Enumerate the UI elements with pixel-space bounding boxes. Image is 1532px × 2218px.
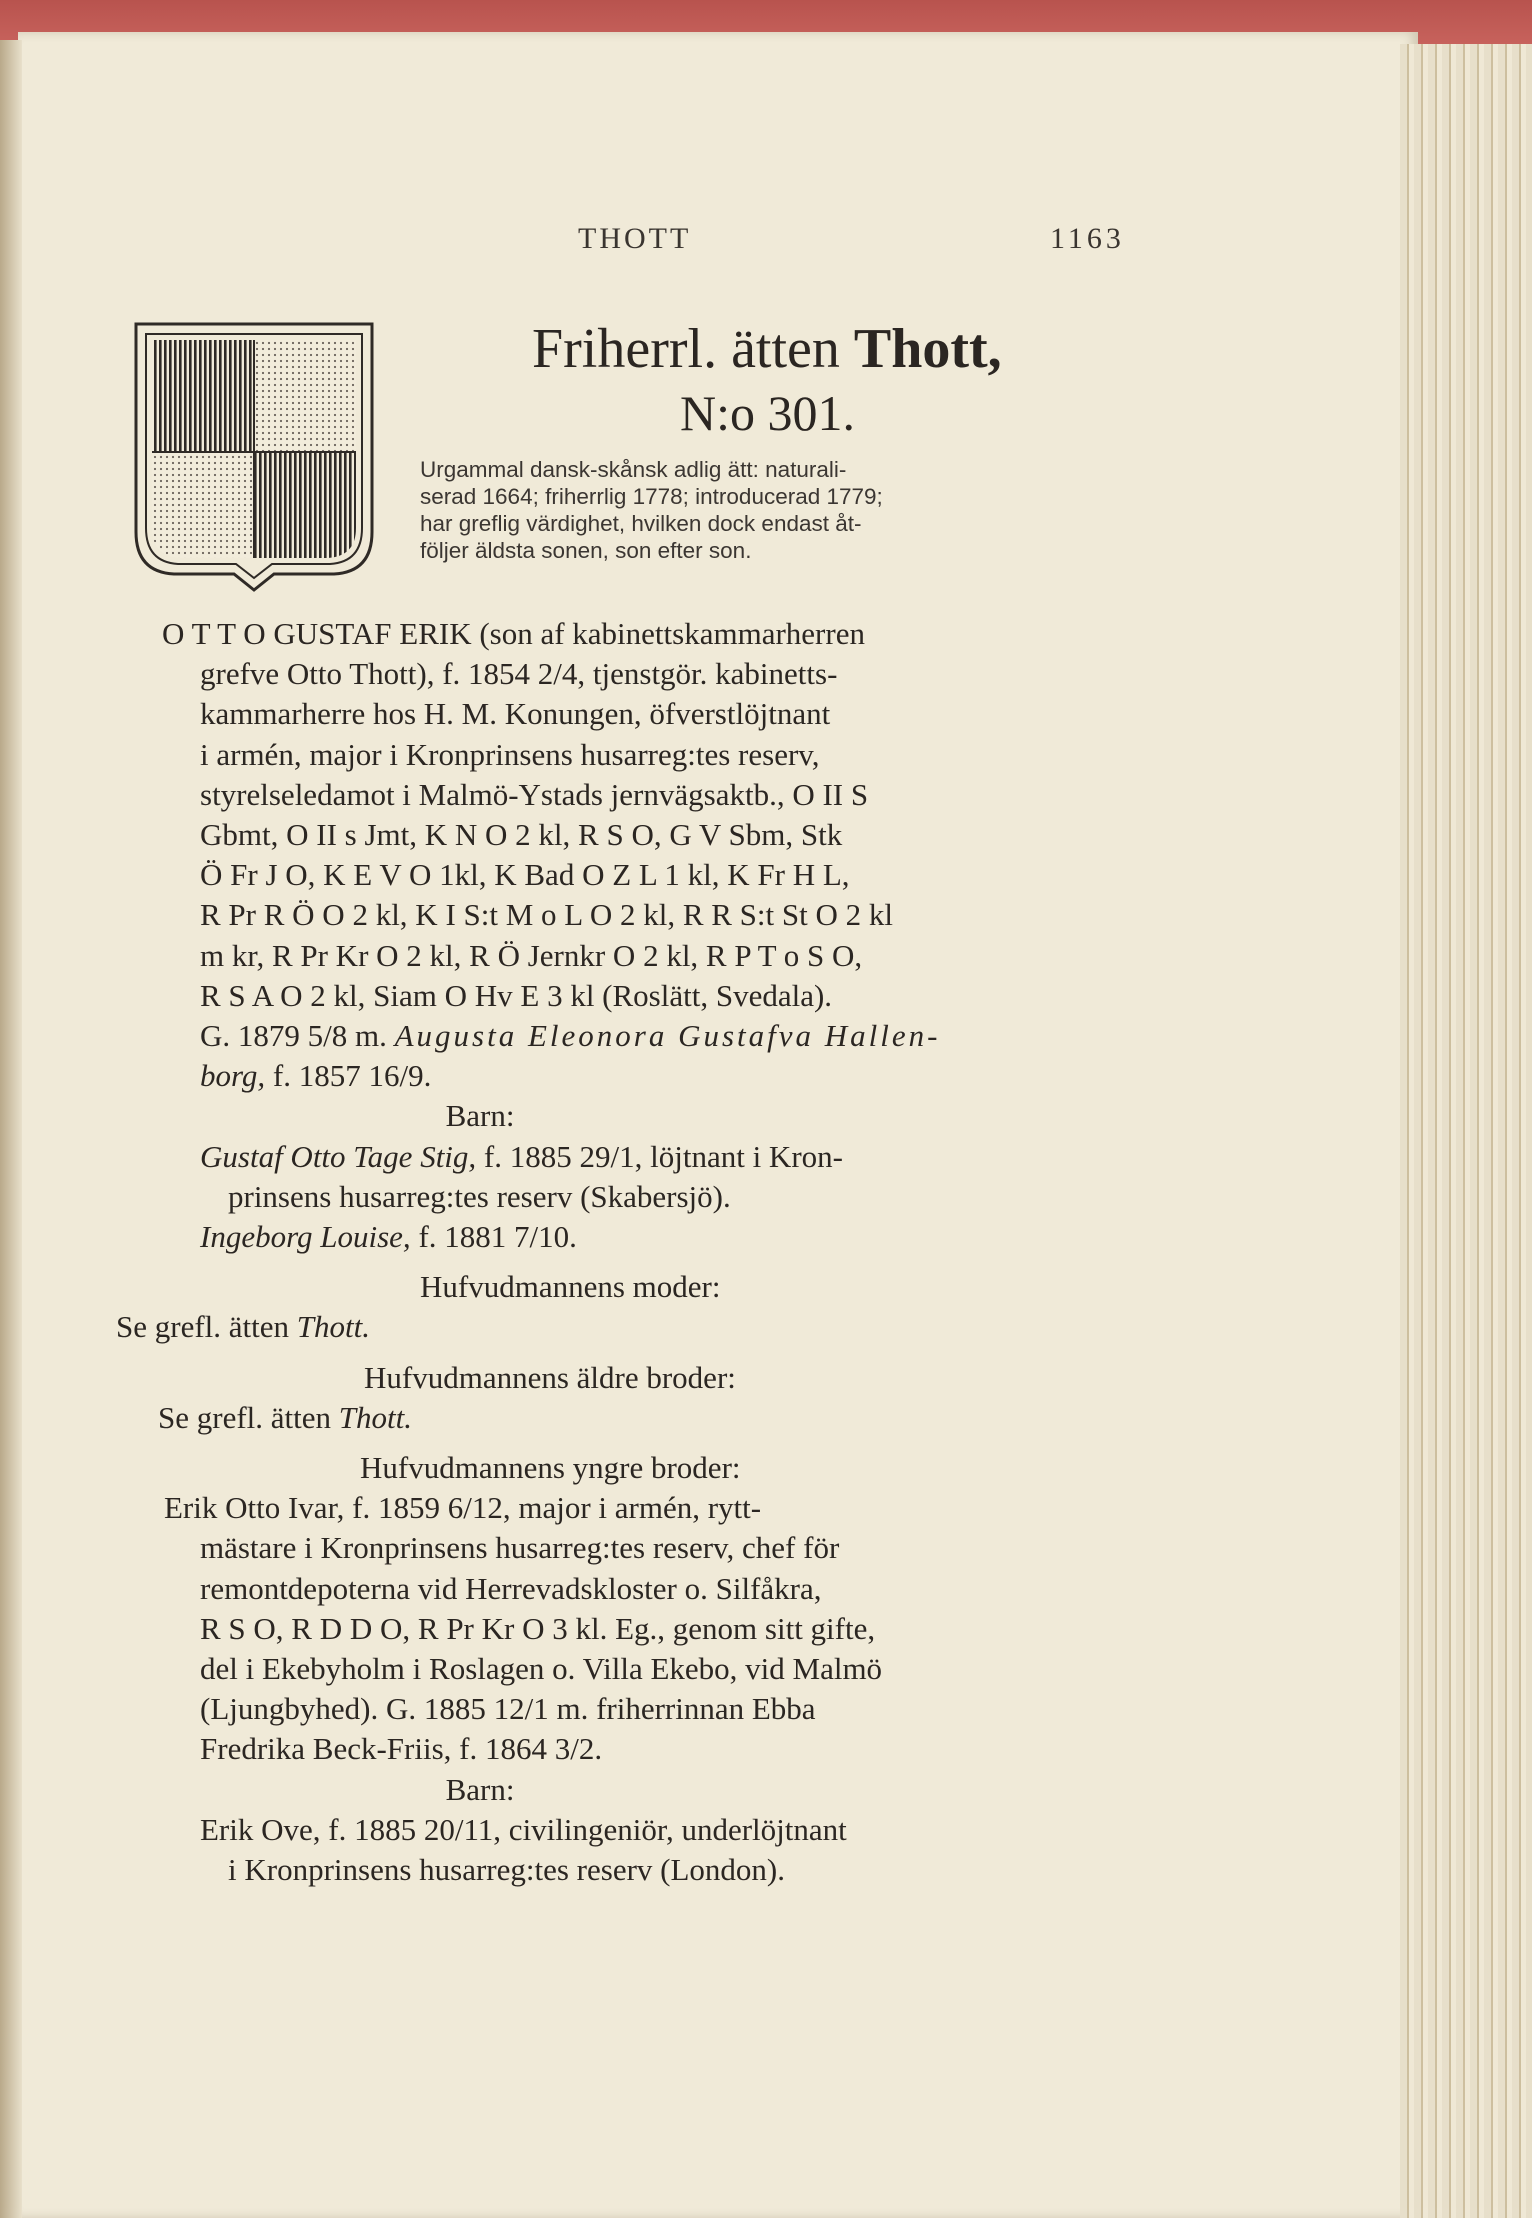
running-head: THOTT <box>578 222 692 255</box>
spouse-name-cont: borg, <box>200 1058 266 1094</box>
entry-line: kammarherre hos H. M. Konungen, öfverstlöjtnant <box>200 696 831 732</box>
entry-line: R S A O 2 kl, Siam O Hv E 3 kl (Roslätt, Svedala). <box>200 977 833 1013</box>
child-line <box>200 1217 1200 1257</box>
page-number: 1163 <box>1050 222 1125 255</box>
entry-line: Gbmt, O II s Jmt, K N O 2 kl, R S O, G V Sbm, Stk <box>200 817 843 853</box>
child-details: f. 1885 29/1, löjtnant i Kron- <box>476 1138 843 1174</box>
brother-line: del i Ekebyholm i Roslagen o. Villa Ekebo, vid Malmö <box>200 1651 883 1687</box>
family-title <box>532 314 1002 384</box>
spouse-birth: f. 1857 16/9. <box>265 1058 432 1094</box>
genealogy-body <box>116 614 1200 1890</box>
elder-brother-reference <box>158 1398 1200 1438</box>
brother-line: Erik Otto Ivar, f. 1859 6/12, major i armén, rytt- <box>164 1490 762 1526</box>
brother-line: Fredrika Beck-Friis, f. 1864 3/2. <box>200 1731 603 1767</box>
page-stack-edge <box>1400 44 1532 2218</box>
brother-line: R S O, R D D O, R Pr Kr O 3 kl. Eg., genom sitt gifte, <box>200 1610 876 1646</box>
intro-line: serad 1664; friherrlig 1778; introducerad 1779; <box>420 484 883 509</box>
ref-text: Se grefl. ätten <box>116 1309 297 1345</box>
grandchild-line: Erik Ove, f. 1885 20/11, civilingeniör, underlöjtnant <box>200 1811 847 1847</box>
entry-line: R Pr R Ö O 2 kl, K I S:t M o L O 2 kl, R R S:t St O 2 kl <box>200 897 894 933</box>
marriage-line <box>200 1016 1200 1056</box>
child-name: Ingeborg Louise, <box>200 1219 411 1255</box>
title-family-name: Thott, <box>853 318 1002 380</box>
grandchild-line: i Kronprinsens husarreg:tes reserv (London). <box>228 1852 785 1888</box>
child-details: f. 1881 7/10. <box>410 1219 577 1255</box>
child-name: Gustaf Otto Tage Stig, <box>200 1138 477 1174</box>
ref-family: Thott. <box>338 1399 412 1435</box>
intro-line: Urgammal dansk-skånsk adlig ätt: naturali- <box>420 457 847 482</box>
mother-heading: Hufvudmannens moder: <box>420 1269 721 1305</box>
intro-line: följer äldsta sonen, son efter son. <box>420 538 752 563</box>
marriage-line <box>200 1056 1200 1096</box>
family-intro <box>420 456 1140 564</box>
entry-line: styrelseledamot i Malmö-Ystads jernvägsaktb., O II S <box>200 776 869 812</box>
entry-line: i armén, major i Kronprinsens husarreg:tes reserv, <box>200 736 820 772</box>
child-line <box>200 1137 1200 1177</box>
elder-brother-heading: Hufvudmannens äldre broder: <box>364 1359 736 1395</box>
entry-line: Ö Fr J O, K E V O 1kl, K Bad O Z L 1 kl, K Fr H L, <box>200 857 850 893</box>
ref-family: Thott. <box>296 1309 370 1345</box>
spouse-name: Augusta Eleonora Gustafva Hallen- <box>394 1018 941 1054</box>
family-number: N:o 301. <box>680 385 855 441</box>
brother-line: remontdepoterna vid Herrevadskloster o. Silfåkra, <box>200 1570 822 1606</box>
mother-reference <box>116 1307 1200 1347</box>
intro-line: har greflig värdighet, hvilken dock endast åt- <box>420 511 862 536</box>
ref-text: Se grefl. ätten <box>158 1399 339 1435</box>
entry-line: grefve Otto Thott), f. 1854 2/4, tjenstgör. kabinetts- <box>200 656 838 692</box>
entry-line: O T T O GUSTAF ERIK (son af kabinettskammarherren <box>162 616 865 651</box>
coat-of-arms-shield-icon <box>134 322 374 592</box>
child-line: prinsens husarreg:tes reserv (Skabersjö). <box>228 1178 731 1214</box>
title-prefix: Friherrl. ätten <box>532 318 854 380</box>
entry-line: m kr, R Pr Kr O 2 kl, R Ö Jernkr O 2 kl, R P T o S O, <box>200 937 863 973</box>
brother-line: mästare i Kronprinsens husarreg:tes reserv, chef för <box>200 1530 840 1566</box>
marriage-date: G. 1879 5/8 m. <box>200 1018 395 1054</box>
children-heading: Barn: <box>445 1771 515 1807</box>
brother-line: (Ljungbyhed). G. 1885 12/1 m. friherrinnan Ebba <box>200 1691 816 1727</box>
page-gutter <box>0 40 22 2218</box>
younger-brother-heading: Hufvudmannens yngre broder: <box>360 1450 741 1486</box>
children-heading: Barn: <box>445 1098 515 1134</box>
